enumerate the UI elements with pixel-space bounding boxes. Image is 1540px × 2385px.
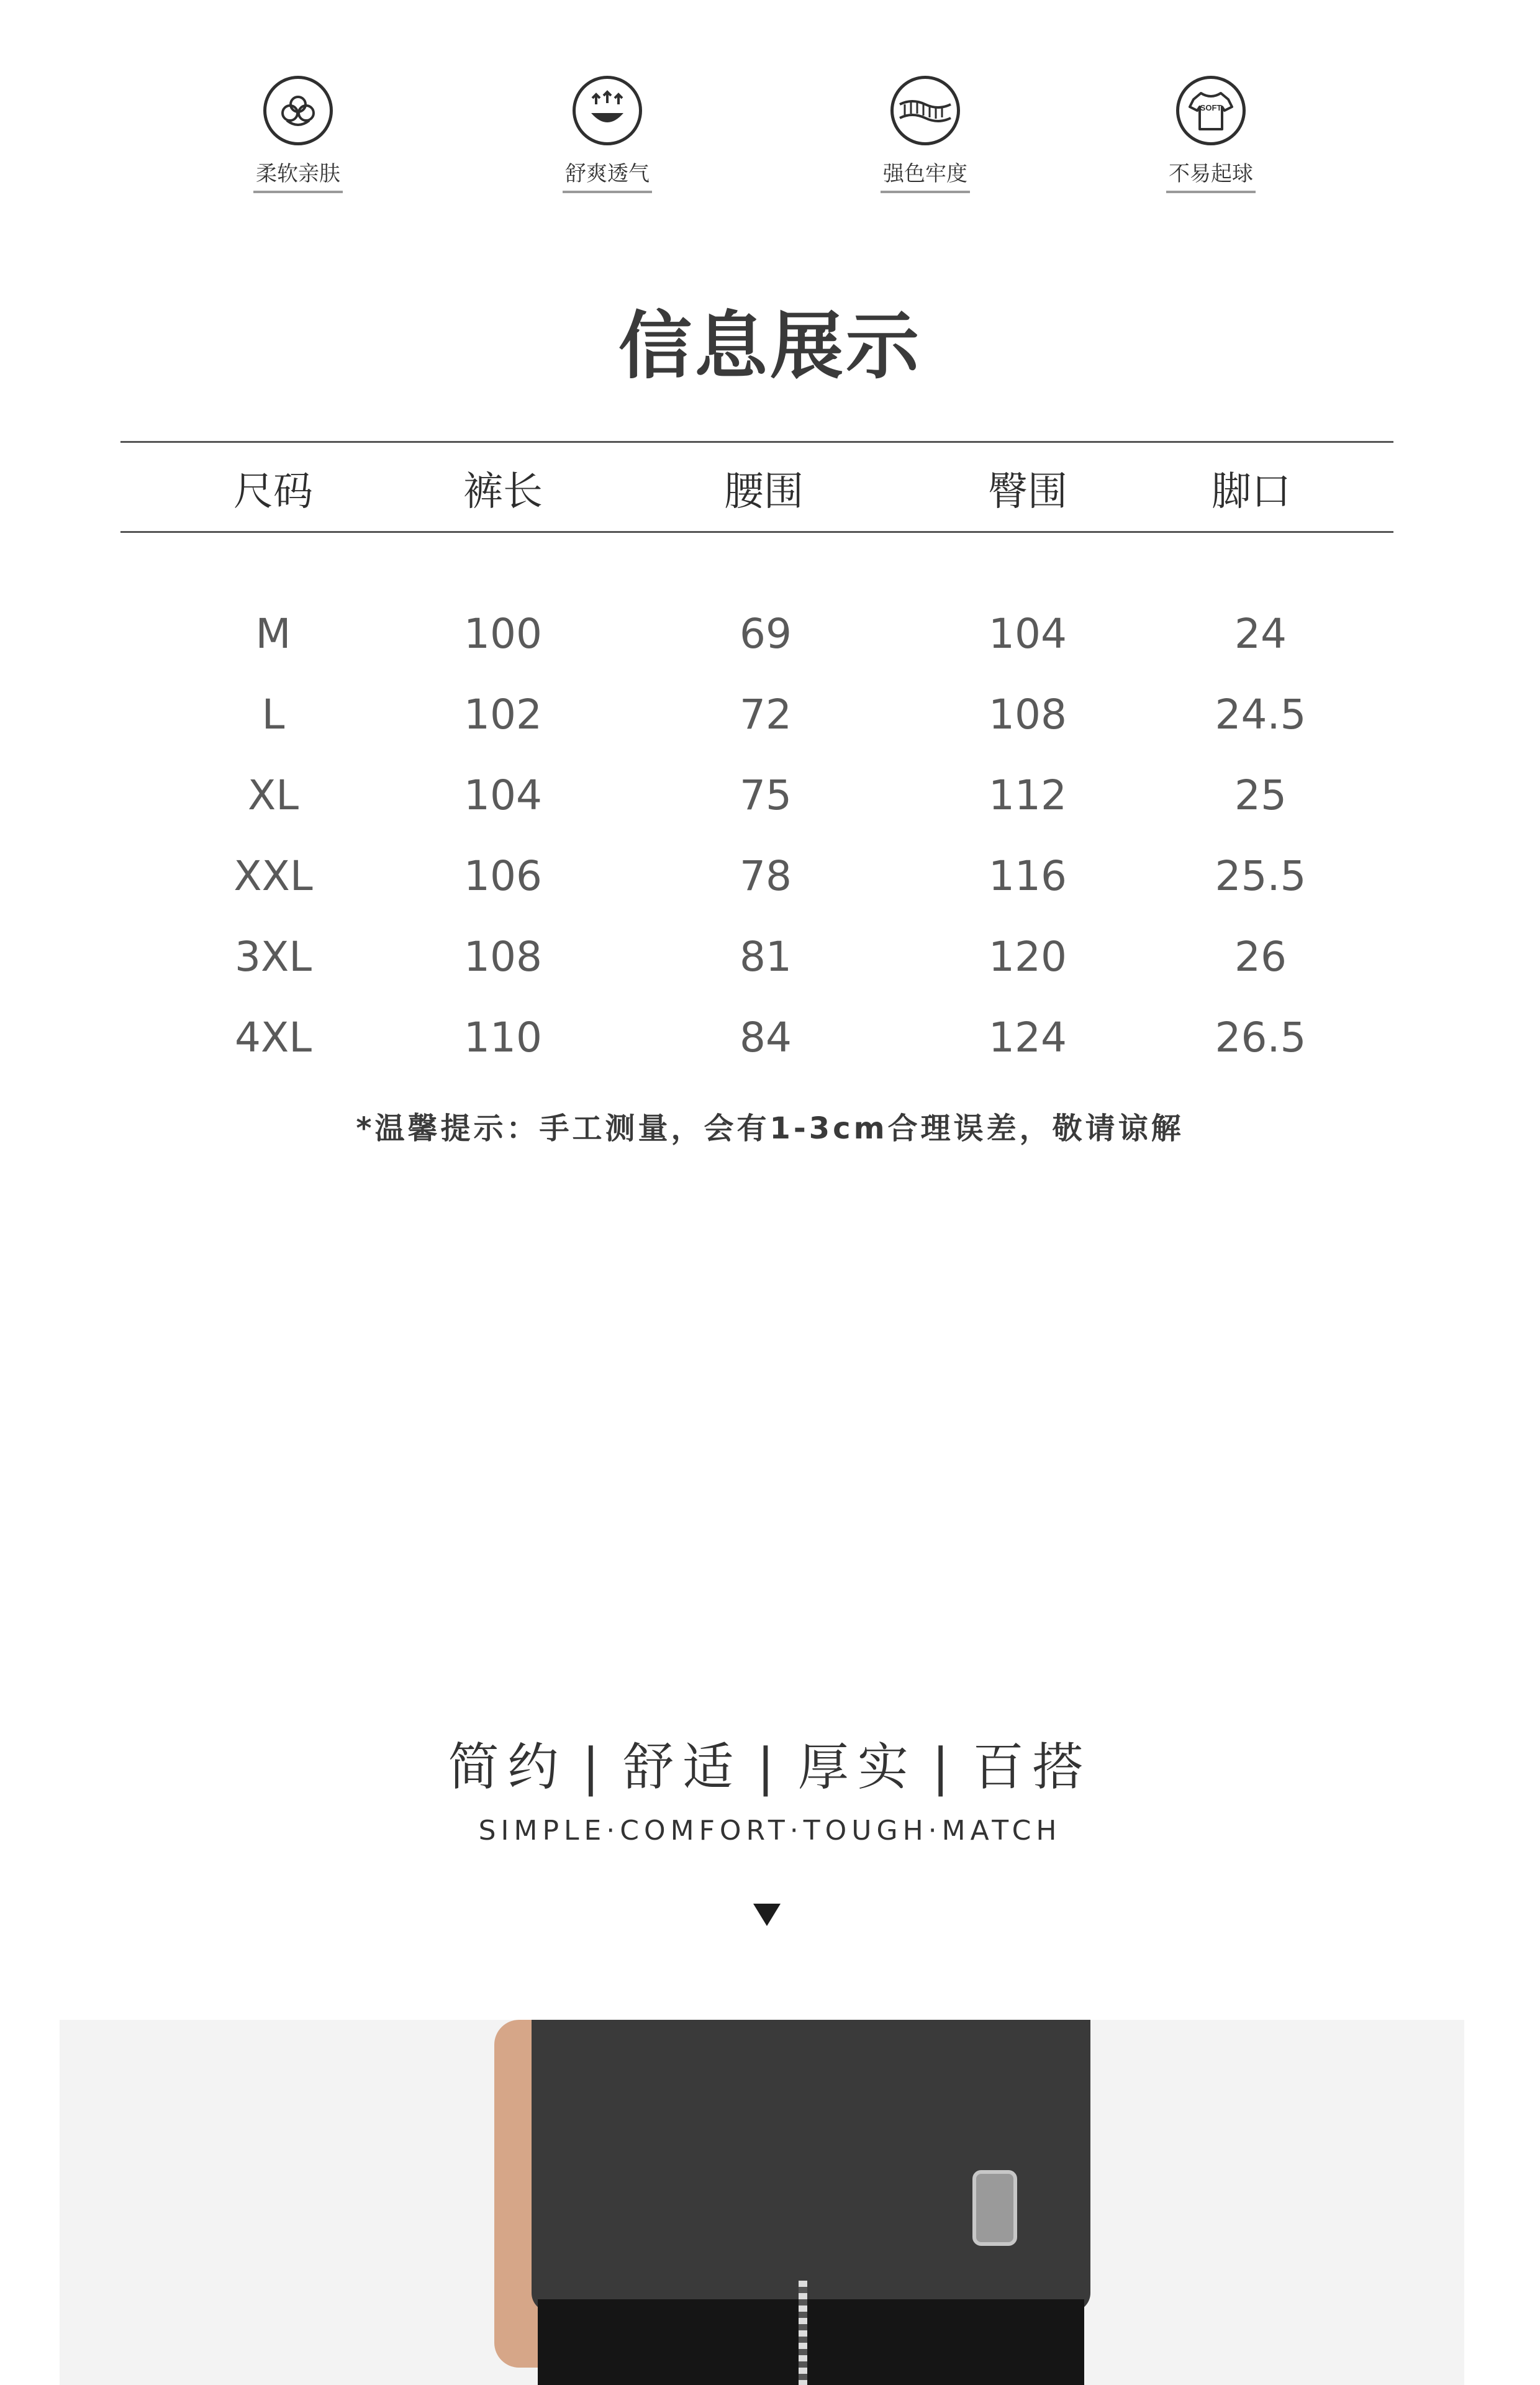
table-cell: 24.5 — [1215, 691, 1307, 738]
table-cell: 24 — [1234, 610, 1287, 658]
table-cell: 78 — [740, 852, 792, 900]
header-waist: 腰围 — [724, 469, 804, 515]
table-cell: 75 — [740, 771, 792, 819]
slogan-word: 厚实 — [797, 1738, 917, 1797]
table-cell: 104 — [464, 771, 542, 819]
table-cell: 84 — [740, 1014, 792, 1061]
table-cell: 4XL — [235, 1014, 312, 1061]
table-cell: 124 — [989, 1014, 1067, 1061]
table-cell: 116 — [989, 852, 1067, 900]
feature-label: 强色牢度 — [881, 157, 970, 193]
table-cell: 69 — [740, 610, 792, 658]
table-cell: 108 — [464, 933, 542, 981]
table-cell: 25.5 — [1215, 852, 1307, 900]
pants-drawstring — [799, 2281, 807, 2385]
table-cell: 25 — [1234, 771, 1287, 819]
measurement-note: *温馨提示：手工测量，会有1-3cm合理误差，敬请谅解 — [356, 1111, 1184, 1146]
breathable-smile-icon — [573, 76, 642, 145]
header-size: 尺码 — [233, 469, 313, 515]
table-cell: 26.5 — [1215, 1014, 1307, 1061]
slogan-word: 百搭 — [972, 1738, 1092, 1797]
product-photo — [60, 2020, 1464, 2385]
model-pants — [538, 2299, 1084, 2385]
table-cell: 72 — [740, 691, 792, 738]
table-cell: 81 — [740, 933, 792, 981]
table-cell: L — [261, 691, 285, 738]
fabric-texture-icon — [890, 76, 960, 145]
wristwatch-icon — [972, 2170, 1017, 2246]
table-cell: 100 — [464, 610, 542, 658]
feature-breathable — [527, 76, 688, 193]
table-cell: 3XL — [235, 933, 312, 981]
down-arrow-icon — [753, 1904, 781, 1926]
svg-text:SOFT: SOFT — [1200, 103, 1222, 112]
table-cell: M — [255, 610, 291, 658]
table-header-rule — [120, 531, 1393, 533]
header-leg-opening: 脚口 — [1212, 469, 1291, 515]
table-cell: XXL — [233, 852, 313, 900]
slogan-separator: | — [931, 1738, 958, 1797]
feature-label: 舒爽透气 — [563, 157, 652, 193]
table-cell: 104 — [989, 610, 1067, 658]
model-shirt — [532, 2020, 1090, 2312]
feature-label: 不易起球 — [1166, 157, 1256, 193]
table-cell: 26 — [1234, 933, 1287, 981]
slogan-word: 舒适 — [623, 1738, 743, 1797]
slogan-separator: | — [582, 1738, 609, 1797]
slogan-separator: | — [757, 1738, 783, 1797]
slogan-word: 简约 — [448, 1738, 568, 1797]
table-cell: 110 — [464, 1014, 542, 1061]
table-cell: 112 — [989, 771, 1067, 819]
table-cell: XL — [248, 771, 299, 819]
soft-shirt-icon — [1176, 76, 1246, 145]
table-cell: 108 — [989, 691, 1067, 738]
header-length: 裤长 — [463, 469, 543, 515]
feature-colorfast — [845, 76, 1006, 193]
slogan-english: SIMPLE·COMFORT·TOUGH·MATCH — [478, 1815, 1062, 1847]
feature-soft-skin — [217, 76, 379, 193]
table-top-rule — [120, 441, 1393, 443]
slogan — [0, 1727, 1540, 1799]
table-cell: 102 — [464, 691, 542, 738]
table-cell: 120 — [989, 933, 1067, 981]
header-hip: 臀围 — [988, 469, 1067, 515]
feature-label: 柔软亲肤 — [253, 157, 343, 193]
feature-anti-pilling — [1130, 76, 1292, 193]
cotton-icon — [263, 76, 333, 145]
section-title: 信息展示 — [618, 303, 922, 389]
table-cell: 106 — [464, 852, 542, 900]
